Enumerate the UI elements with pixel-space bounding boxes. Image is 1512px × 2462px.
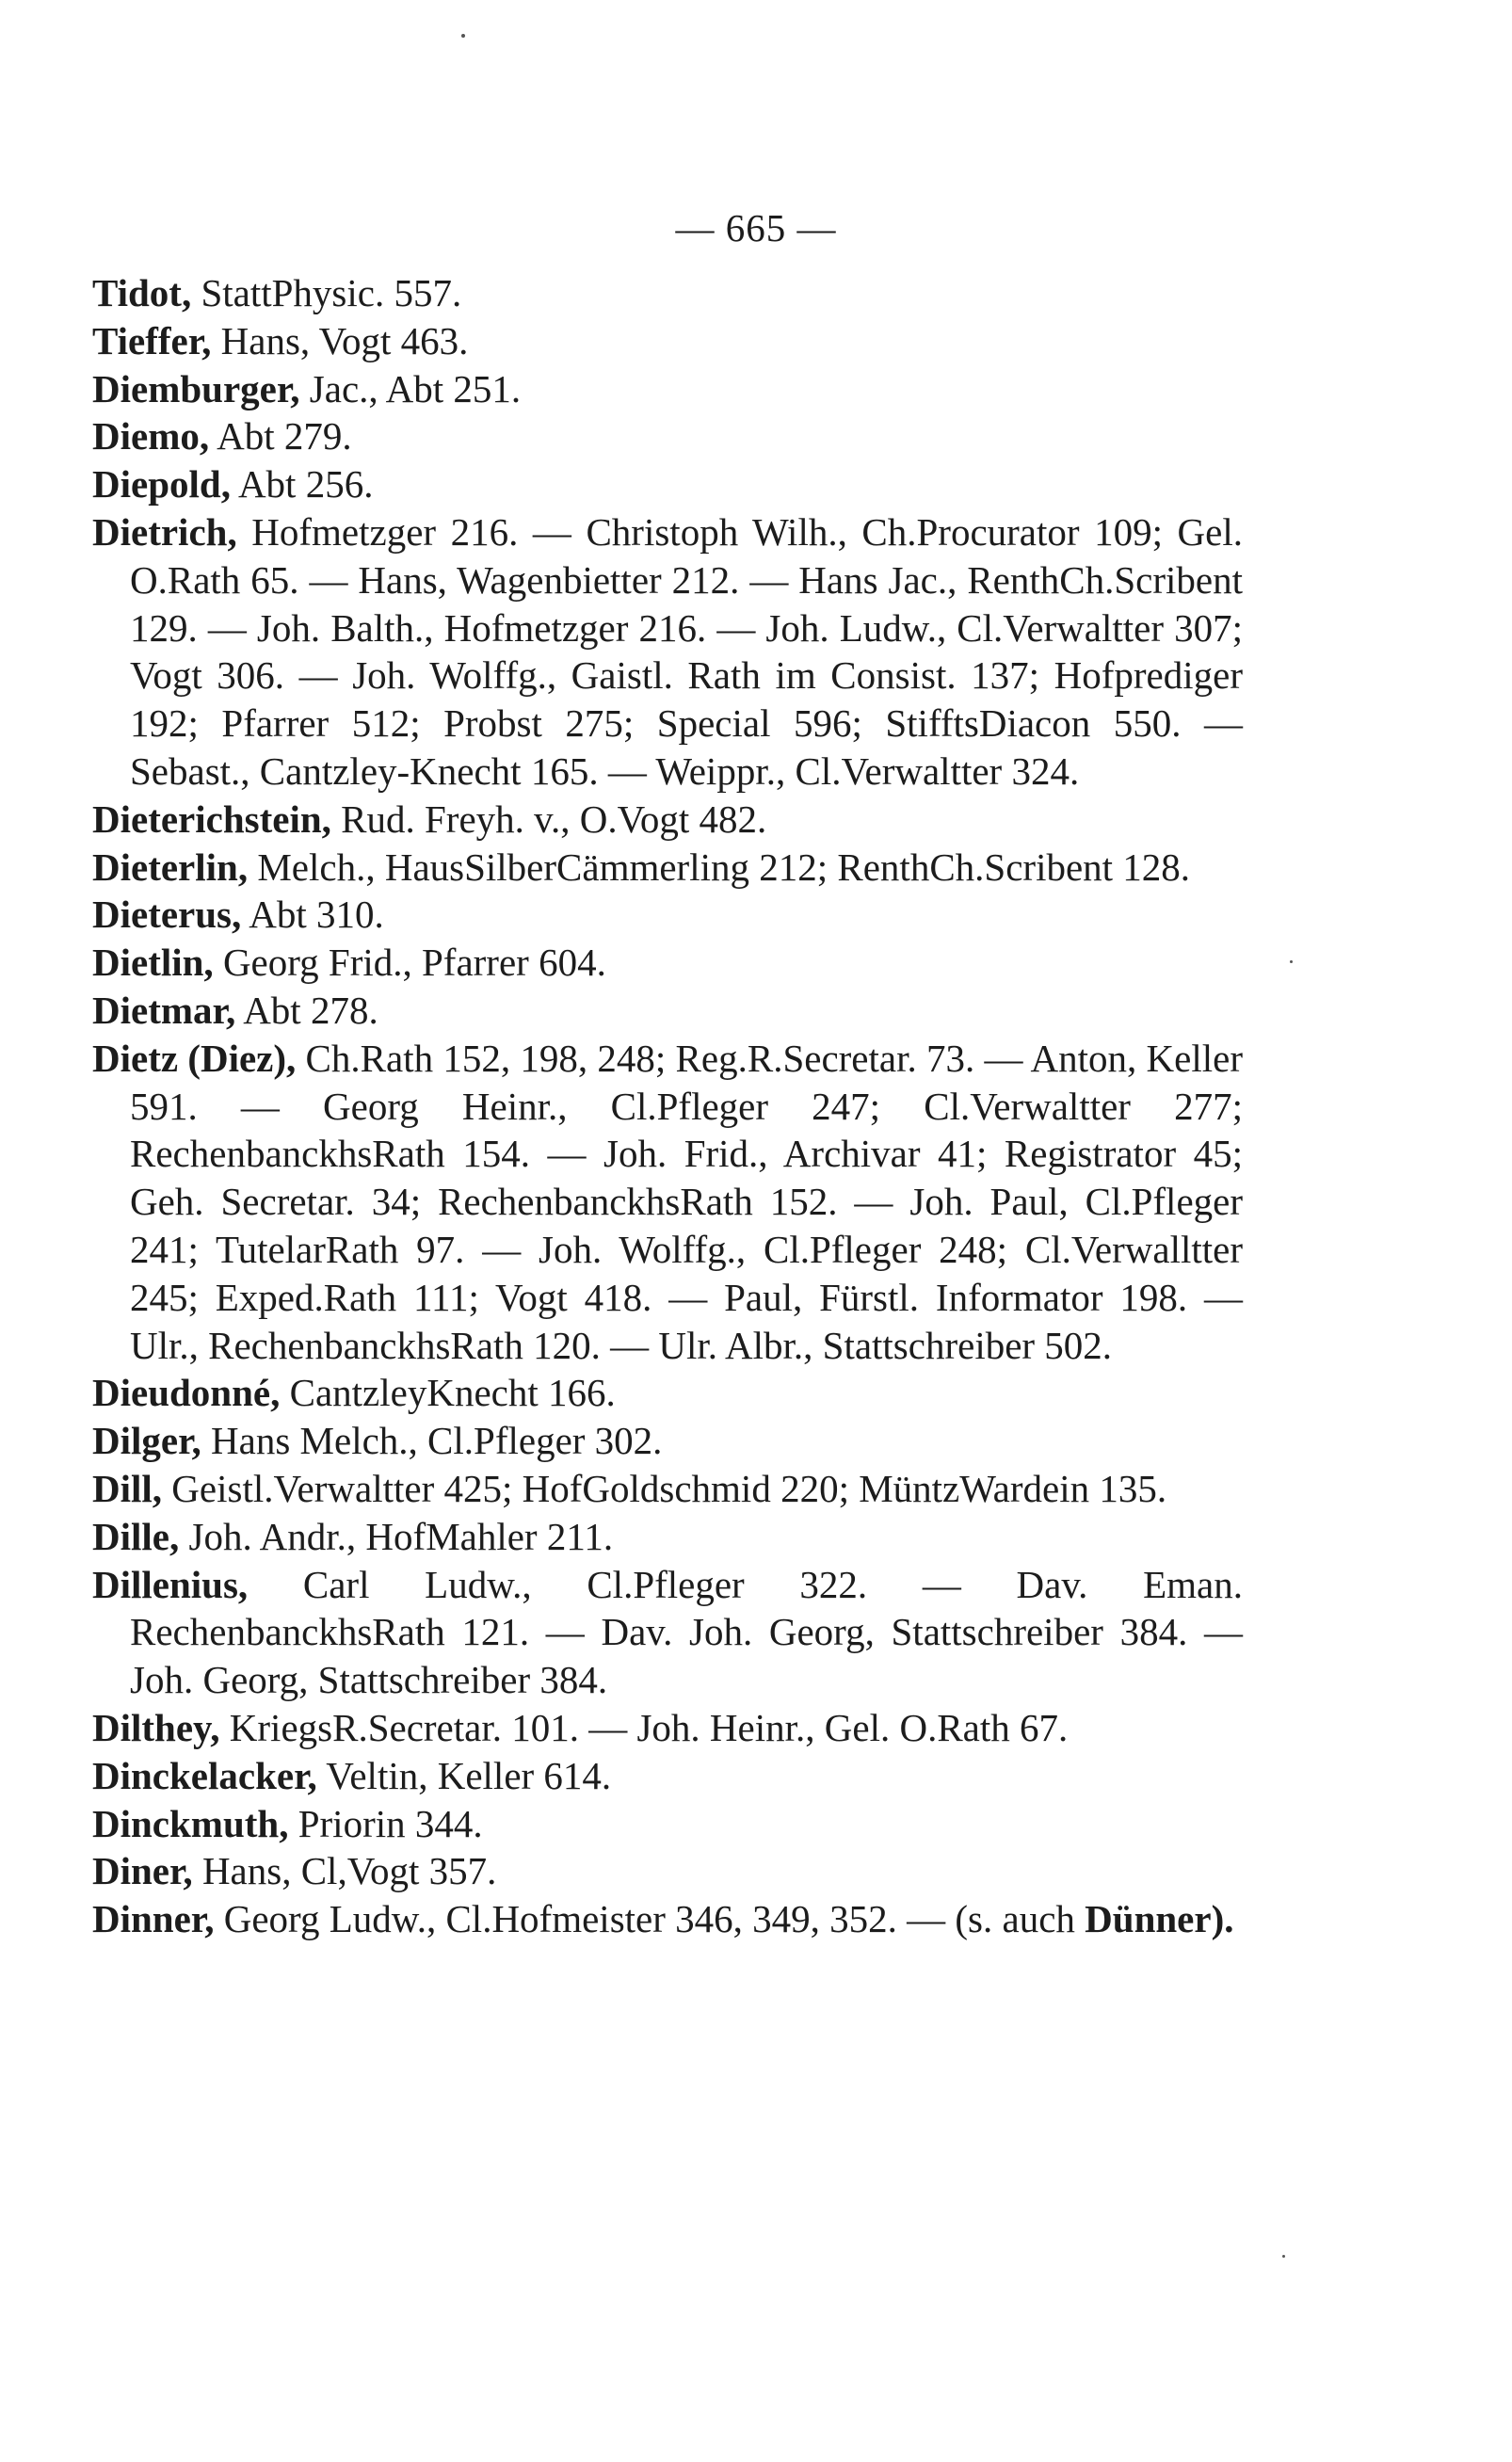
entry-name: Dieudonné, <box>92 1371 281 1415</box>
index-entry <box>92 365 1243 413</box>
index-entry <box>92 269 1243 317</box>
entry-name: Diepold, <box>92 462 231 507</box>
entry-name: Dieterus, <box>92 893 242 937</box>
entry-text: KriegsR.Secretar. 101. — Joh. Heinr., Gel. O.Rath 67. <box>219 1705 1069 1749</box>
index-entry <box>92 1465 1243 1513</box>
entry-text: Abt 279. <box>209 414 352 459</box>
page-number: — 665 — <box>675 206 837 249</box>
entry-text: StattPhysic. 557. <box>191 271 462 314</box>
speck <box>1290 960 1293 963</box>
entry-text: Hans, Cl,Vogt 357. <box>192 1849 497 1893</box>
speck <box>461 34 465 38</box>
entry-text: Carl Ludw., Cl.Pfleger 322. — Dav. Eman. RechenbanckhsRath 121. — Dav. Joh. Georg, Stattschreiber 384. — Joh. Georg, Stattschreiber 384. <box>130 1562 1243 1702</box>
index-entry <box>92 1417 1243 1465</box>
speck <box>1282 2255 1285 2258</box>
entry-text: Ch.Rath 152, 198, 248; Reg.R.Secretar. 73. — Anton, Keller 591. — Georg Heinr., Cl.Pfleger 247; Cl.Verwaltter 277; RechenbanckhsRath 154. — Joh. Frid., Archivar 41; Registrator 45; Geh. Secretar. 34; RechenbanckhsRath 152. — Joh. Paul, Cl.Pfleger 241; TutelarRath 97. — Joh. Wolffg., Cl.Pfleger 248; Cl.Verwalltter 245; Exped.Rath 111; Vogt 418. — Paul, Fürstl. Informator 198. — Ulr., RechenbanckhsRath 120. — Ulr. Albr., Stattschreiber 502. <box>130 1036 1243 1367</box>
index-entry <box>92 1513 1243 1561</box>
entry-name: Dietrich, <box>92 509 237 554</box>
index-entry <box>92 1895 1243 1943</box>
entry-text: Hofmetzger 216. — Christoph Wilh., Ch.Procurator 109; Gel. O.Rath 65. — Hans, Wagenbietter 212. — Hans Jac., RenthCh.Scribent 129. — Joh. Balth., Hofmetzger 216. — Joh. Ludw., Cl.Verwaltter 307; Vogt 306. — Joh. Wolffg., Gaistl. Rath im Consist. 137; Hofprediger 192; Pfarrer 512; Probst 275; Special 596; StifftsDiacon 550. — Sebast., Cantzley-Knecht 165. — Weippr., Cl.Verwaltter 324. <box>130 509 1243 793</box>
entry-name: Dieterichstein, <box>92 797 331 841</box>
entry-name: Diemburger, <box>92 366 300 410</box>
entry-text: Georg Ludw., Cl.Hofmeister 346, 349, 352. — (s. auch <box>214 1897 1086 1941</box>
entry-name: Diner, <box>92 1849 193 1893</box>
entry-name: Dinner, <box>92 1897 215 1941</box>
index-entry <box>92 987 1243 1035</box>
entry-text: Melch., HausSilberCämmerling 212; RenthCh.Scribent 128. <box>248 845 1191 889</box>
entry-name: Diemo, <box>92 414 210 459</box>
index-entry <box>92 1704 1243 1752</box>
entry-name: Dinckmuth, <box>92 1801 289 1845</box>
entry-name: Dieterlin, <box>92 845 249 889</box>
index-entry <box>92 891 1243 939</box>
entry-name: Dietmar, <box>92 988 236 1032</box>
entry-cross-reference: Dünner). <box>1085 1897 1234 1941</box>
entry-text: Hans Melch., Cl.Pfleger 302. <box>201 1419 663 1463</box>
index-entry <box>92 1800 1243 1848</box>
entry-text: Jac., Abt 251. <box>299 366 522 410</box>
entry-name: Dill, <box>92 1466 163 1510</box>
index-entry <box>92 317 1243 365</box>
index-list <box>92 269 1243 1943</box>
entry-name: Dietz (Diez), <box>92 1036 297 1080</box>
index-entry <box>92 1035 1243 1370</box>
entry-text: Geistl.Verwaltter 425; HofGoldschmid 220; MüntzWardein 135. <box>162 1466 1167 1510</box>
entry-text: Veltin, Keller 614. <box>316 1753 612 1797</box>
entry-text: Rud. Freyh. v., O.Vogt 482. <box>330 797 767 841</box>
entry-text: Abt 256. <box>230 462 374 507</box>
entry-text: Hans, Vogt 463. <box>211 318 469 362</box>
entry-text: Priorin 344. <box>288 1801 483 1845</box>
entry-name: Dillenius, <box>92 1562 249 1606</box>
entry-text: Joh. Andr., HofMahler 211. <box>179 1514 614 1558</box>
entry-text: Abt 278. <box>235 988 378 1032</box>
index-entry <box>92 1847 1243 1895</box>
entry-text: Georg Frid., Pfarrer 604. <box>213 941 606 985</box>
index-entry <box>92 796 1243 844</box>
index-entry <box>92 1369 1243 1417</box>
index-entry <box>92 1561 1243 1704</box>
entry-text: Abt 310. <box>241 893 384 937</box>
entry-name: Dietlin, <box>92 941 214 985</box>
entry-name: Tidot, <box>92 271 192 314</box>
index-entry <box>92 939 1243 987</box>
entry-name: Dilthey, <box>92 1705 220 1749</box>
entry-text: CantzleyKnecht 166. <box>280 1371 616 1415</box>
index-entry <box>92 412 1243 460</box>
index-entry <box>92 844 1243 892</box>
index-entry <box>92 508 1243 796</box>
entry-name: Dinckelacker, <box>92 1753 317 1797</box>
index-entry <box>92 1752 1243 1800</box>
entry-name: Dilger, <box>92 1419 201 1463</box>
entry-name: Dille, <box>92 1514 180 1558</box>
entry-name: Tieffer, <box>92 318 212 362</box>
index-entry <box>92 460 1243 508</box>
